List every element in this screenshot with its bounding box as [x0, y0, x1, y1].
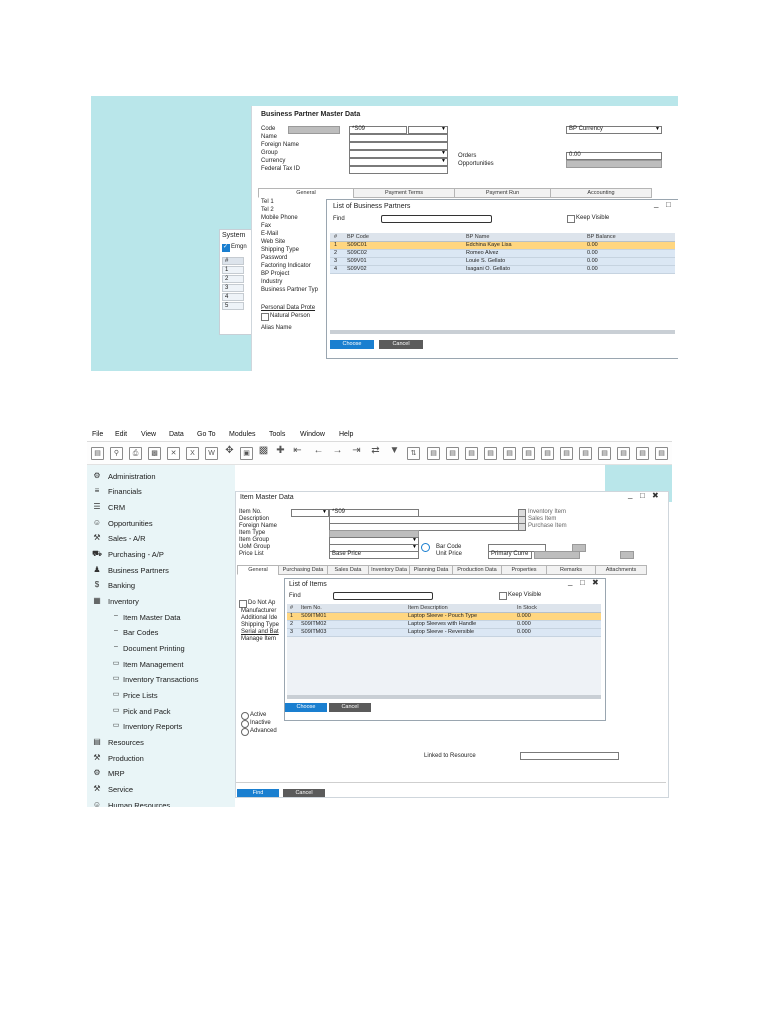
group-label: Group [261, 150, 278, 156]
name-label: Name [261, 134, 278, 140]
sidebar-item-resources[interactable]: ▤ Resources [93, 737, 144, 747]
sidebar-item-mrp[interactable]: ⚙ MRP [93, 768, 125, 778]
manufacturer-label: Manufacturer [241, 608, 277, 614]
bp-master-title: Business Partner Master Data [261, 111, 361, 118]
sidebar-item-item-master-data[interactable]: – Item Master Data [87, 611, 235, 625]
bp-keep-visible-label: Keep Visible [576, 215, 610, 221]
menu-edit[interactable]: Edit [115, 431, 128, 438]
mrp-icon: ⚙ [93, 768, 101, 777]
settings-icon[interactable]: ▤ [541, 447, 554, 460]
table-row[interactable]: 3 S09V01 Louie S. Gellato 0.00 [330, 258, 675, 266]
item-keep-visible-label: Keep Visible [508, 592, 542, 598]
item-find-label: Find [289, 593, 301, 599]
bp-list-title: List of Business Partners [333, 203, 411, 210]
tab-production-data[interactable]: Production Data [452, 565, 502, 575]
sidebar-item-opportunities[interactable]: ☺ Opportunities [92, 518, 153, 528]
divider [236, 782, 666, 783]
sales-icon: ⚒ [93, 533, 101, 542]
tel2-label: Tel 2 [261, 207, 274, 213]
crm-icon: ☰ [93, 502, 101, 511]
system-grid-row[interactable]: 1 [222, 266, 244, 274]
info-icon[interactable] [421, 543, 430, 552]
folder-icon: ▭ [112, 675, 120, 682]
tab-attachments[interactable]: Attachments [595, 565, 647, 575]
word-icon[interactable]: W [205, 447, 218, 460]
orders-label: Orders [458, 153, 477, 159]
item-list-empty-area [287, 637, 601, 695]
inventory-icon: ▦ [93, 596, 101, 605]
personal-data-label: Personal Data Prote [261, 305, 316, 311]
tab-remarks[interactable]: Remarks [546, 565, 596, 575]
advanced-radio[interactable] [241, 728, 249, 736]
sidebar-item-pick-and-pack[interactable]: ▭ Pick and Pack [112, 707, 171, 716]
item-list-header [287, 604, 601, 613]
item-series-dropdown[interactable] [291, 509, 329, 517]
item-no-label: Item No. [239, 509, 262, 515]
alias-name-label: Alias Name [261, 325, 292, 331]
opportunities-field [566, 160, 662, 168]
sidebar-item-inventory[interactable]: ▦ Inventory [93, 596, 139, 606]
system-grid-row[interactable]: 5 [222, 302, 244, 310]
first-record-icon[interactable]: ⇤ [293, 445, 302, 456]
bp-list-header [330, 233, 675, 242]
last-record-icon[interactable]: ⇥ [352, 445, 361, 456]
code-label: Code [261, 126, 276, 132]
emgn-label: Emgn [231, 244, 247, 250]
maximize-icon[interactable]: □ [666, 200, 671, 209]
price-list-field[interactable]: Base Price [329, 551, 419, 559]
form-settings-icon[interactable]: ▤ [560, 447, 573, 460]
bp-col-num: # [334, 234, 338, 240]
item-list-scrollbar[interactable] [287, 695, 601, 699]
binoculars-icon[interactable]: ▩ [258, 445, 269, 456]
code-series-field[interactable] [288, 126, 340, 134]
close-icon[interactable]: ✖ [592, 578, 599, 587]
business-partners-icon: ♟ [93, 565, 101, 574]
base-doc-icon[interactable]: ▤ [427, 447, 440, 460]
administration-icon: ⚙ [93, 471, 101, 480]
group-dropdown[interactable] [349, 150, 448, 158]
tab-accounting[interactable]: Accounting [550, 188, 652, 198]
serial-batch-label: Serial and Bat [241, 629, 279, 635]
menu-view[interactable]: View [141, 431, 157, 438]
calendar-icon[interactable]: ▤ [579, 447, 592, 460]
bp-master-screenshot [91, 96, 678, 371]
chat-icon[interactable]: ▤ [636, 447, 649, 460]
minimize-icon[interactable]: _ [628, 490, 633, 499]
banking-icon: $ [94, 580, 100, 589]
refresh-icon[interactable]: ⇄ [371, 445, 380, 456]
print-preview-icon[interactable]: ▩ [148, 447, 161, 460]
inactive-label: Inactive [250, 720, 271, 726]
menu-tools[interactable]: Tools [269, 431, 286, 438]
payment-means-icon[interactable]: ▤ [503, 447, 516, 460]
code-field[interactable]: *S09 [349, 126, 407, 134]
sidebar-item-inventory-transactions[interactable]: ▭ Inventory Transactions [112, 675, 199, 684]
bp-col-name: BP Name [466, 234, 490, 240]
mobile-phone-label: Mobile Phone [261, 215, 298, 221]
table-row[interactable]: 3 S09ITM03 Laptop Sleeve - Reversible 0.000 [287, 629, 601, 637]
dash-icon: – [114, 612, 118, 619]
minimize-icon[interactable]: _ [568, 577, 573, 586]
production-icon: ⚒ [93, 753, 101, 762]
target-doc-icon[interactable]: ▤ [446, 447, 459, 460]
name-field[interactable] [349, 134, 448, 142]
previous-record-icon[interactable]: ← [313, 445, 324, 456]
code-type-dropdown[interactable] [408, 126, 448, 134]
bar-code-button[interactable] [572, 544, 586, 552]
manage-item-label: Manage Item [241, 636, 277, 642]
industry-label: Industry [261, 279, 283, 285]
item-group-label: Item Group [239, 537, 270, 543]
minimize-icon[interactable]: _ [654, 199, 659, 208]
sidebar-item-financials[interactable]: ≡ Financials [87, 485, 235, 499]
bp-col-code: BP Code [347, 234, 369, 240]
add-record-icon[interactable]: ✚ [276, 445, 285, 456]
folder-icon: ▭ [112, 691, 120, 698]
alerts-icon[interactable]: ▤ [617, 447, 630, 460]
primary-currency-field[interactable]: Primary Curre [488, 551, 532, 559]
password-label: Password [261, 255, 288, 261]
natural-person-label: Natural Person [270, 313, 311, 319]
web-site-label: Web Site [261, 239, 286, 245]
sidebar-item-sales[interactable]: ⚒ Sales - A/R [93, 533, 146, 543]
sidebar-item-document-printing[interactable]: – Document Printing [87, 642, 235, 656]
table-row[interactable]: 2 S09C02 Romeo Alvez 0.00 [330, 250, 675, 258]
advanced-label: Advanced [250, 728, 277, 734]
table-row[interactable]: 1 S09ITM01 Laptop Sleeve - Pouch Type 0.000 [287, 613, 601, 621]
system-grid-row[interactable]: 4 [222, 293, 244, 301]
active-radio[interactable] [241, 712, 249, 720]
bp-project-label: BP Project [261, 271, 290, 277]
item-master-screenshot [87, 429, 672, 807]
gross-profit-icon[interactable]: ▤ [484, 447, 497, 460]
natural-person-checkbox[interactable] [261, 313, 269, 321]
folder-icon: ▭ [112, 660, 120, 667]
excel-icon[interactable]: X [186, 447, 199, 460]
item-col-no: Item No. [301, 605, 322, 611]
tab-general[interactable]: General [237, 565, 279, 575]
emgn-checkbox[interactable] [222, 244, 230, 252]
purchase-item-checkbox[interactable] [518, 523, 526, 531]
next-record-icon[interactable]: → [332, 445, 343, 456]
foreign-name-label: Foreign Name [261, 142, 300, 148]
linked-resource-field[interactable] [520, 752, 619, 760]
shipping-type-label: Shipping Type [261, 247, 299, 253]
item-col-stock: In Stock [517, 605, 537, 611]
dash-icon: – [114, 643, 118, 650]
bp-find-input[interactable] [381, 215, 492, 223]
purchase-item-label: Purchase Item [528, 523, 567, 529]
opportunities-icon: ☺ [92, 518, 102, 527]
additional-ident-label: Additional Ide [241, 615, 278, 621]
menu-help[interactable]: Help [339, 431, 354, 438]
bar-code-label: Bar Code [436, 544, 462, 550]
do-not-apply-label: Do Not Ap [248, 600, 276, 606]
maximize-icon[interactable]: □ [640, 491, 645, 500]
menu-window[interactable]: Window [300, 431, 325, 438]
bp-keep-visible-checkbox[interactable] [567, 215, 575, 223]
system-window-title: System [222, 232, 246, 239]
menu-file[interactable]: File [92, 431, 104, 438]
orders-field[interactable]: 0.00 [566, 152, 662, 160]
bp-list-scrollbar[interactable] [330, 330, 675, 334]
dash-icon: – [114, 627, 118, 634]
sort-icon[interactable]: ⇅ [407, 447, 420, 460]
close-icon[interactable]: ✖ [652, 491, 659, 500]
sidebar-item-crm[interactable]: ☰ CRM [93, 502, 126, 512]
tab-sales-data[interactable]: Sales Data [327, 565, 369, 575]
maximize-icon[interactable]: □ [580, 578, 585, 587]
menu-goto[interactable]: Go To [197, 431, 216, 438]
item-master-title: Item Master Data [240, 494, 294, 501]
system-grid-row[interactable]: 3 [222, 284, 244, 292]
toolbar [87, 442, 672, 465]
sales-item-label: Sales Item [528, 516, 557, 522]
bp-find-label: Find [333, 216, 345, 222]
journal-icon[interactable]: ▤ [465, 447, 478, 460]
item-col-num: # [290, 605, 294, 611]
move-icon[interactable]: ✥ [225, 445, 234, 456]
federal-tax-label: Federal Tax ID [261, 166, 300, 172]
service-icon: ⚒ [93, 784, 101, 793]
sidebar-item-production[interactable]: ⚒ Production [93, 753, 144, 763]
help-icon[interactable]: ▤ [655, 447, 668, 460]
sidebar-item-item-management[interactable]: ▭ Item Management [112, 660, 184, 669]
currency-dropdown[interactable] [349, 158, 448, 166]
choose-button[interactable]: Choose [330, 340, 374, 349]
federal-tax-field[interactable] [349, 166, 448, 174]
cancel-button[interactable]: Cancel [379, 340, 423, 349]
folder-icon: ▭ [112, 707, 120, 714]
shipping-type-label: Shipping Type [241, 622, 279, 628]
linked-resource-label: Linked to Resource [424, 753, 476, 759]
modules-sidebar [87, 465, 235, 807]
purchasing-icon: ⛟ [92, 549, 103, 558]
sidebar-item-bar-codes[interactable]: – Bar Codes [87, 626, 235, 640]
sidebar-item-human-resources[interactable]: ☺ Human Resources [92, 800, 171, 807]
unit-price-button[interactable] [620, 551, 634, 559]
tab-inventory-data[interactable]: Inventory Data [368, 565, 410, 575]
inactive-radio[interactable] [241, 720, 249, 728]
cancel-button[interactable]: Cancel [329, 703, 371, 712]
sidebar-item-banking[interactable]: $ Banking [87, 579, 235, 593]
print-icon[interactable]: ⎙ [129, 447, 142, 460]
price-list-label: Price List [239, 551, 264, 557]
new-doc-icon[interactable]: ▤ [91, 447, 104, 460]
folder-icon: ▭ [112, 722, 120, 729]
sidebar-item-inventory-reports[interactable]: ▭ Inventory Reports [112, 722, 183, 731]
menu-bar [87, 429, 672, 442]
find-button[interactable]: Find [237, 789, 279, 797]
currency-label: Currency [261, 158, 286, 164]
sidebar-item-service[interactable]: ⚒ Service [93, 784, 134, 794]
tab-payment-run[interactable]: Payment Run [454, 188, 551, 198]
unit-price-field[interactable] [534, 551, 580, 559]
table-row[interactable]: 1 S09C01 Edchina Kaye Lisa 0.00 [330, 242, 675, 250]
volume-icon[interactable]: ▤ [522, 447, 535, 460]
filter-icon[interactable]: ▼ [389, 445, 400, 456]
messages-icon[interactable]: ▤ [598, 447, 611, 460]
tab-planning-data[interactable]: Planning Data [409, 565, 453, 575]
bp-type-label: Business Partner Typ [261, 287, 318, 293]
tab-properties[interactable]: Properties [501, 565, 547, 575]
bp-currency-dropdown[interactable]: BP Currency ▼ [566, 126, 662, 134]
item-keep-visible-checkbox[interactable] [499, 592, 507, 600]
close-doc-icon[interactable]: ✕ [167, 447, 180, 460]
item-no-field[interactable]: *S09 [329, 509, 419, 517]
inventory-item-label: Inventory Item [528, 509, 567, 515]
system-grid-row[interactable]: 2 [222, 275, 244, 283]
foreign-name-label: Foreign Name [239, 523, 278, 529]
sidebar-item-price-lists[interactable]: ▭ Price Lists [112, 691, 158, 700]
do-not-apply-checkbox[interactable] [239, 600, 247, 608]
choose-button[interactable]: Choose [285, 703, 327, 712]
item-find-input[interactable] [333, 592, 433, 600]
lock-icon[interactable]: ▣ [240, 447, 253, 460]
menu-modules[interactable]: Modules [229, 431, 256, 438]
menu-data[interactable]: Data [169, 431, 184, 438]
tab-purchasing-data[interactable]: Purchasing Data [278, 565, 328, 575]
resources-icon: ▤ [93, 737, 101, 746]
search-doc-icon[interactable]: ⚲ [110, 447, 123, 460]
fax-label: Fax [261, 223, 272, 229]
tel1-label: Tel 1 [261, 199, 274, 205]
bp-col-balance: BP Balance [587, 234, 616, 240]
system-grid-header: # [222, 257, 244, 265]
item-list-title: List of Items [289, 581, 327, 588]
sidebar-item-business-partners[interactable]: ♟ Business Partners [93, 565, 169, 575]
tab-general[interactable]: General [258, 188, 354, 198]
factoring-label: Factoring Indicator [261, 263, 311, 269]
uom-group-label: UoM Group [239, 544, 271, 550]
item-list-window [284, 578, 606, 721]
active-label: Active [250, 712, 267, 718]
email-label: E-Mail [261, 231, 279, 237]
sidebar-item-purchasing[interactable]: ⛟ Purchasing - A/P [92, 549, 164, 559]
item-type-label: Item Type [239, 530, 266, 536]
table-row[interactable]: 4 S09V02 Isagani O. Gellato 0.00 [330, 266, 675, 274]
table-row[interactable]: 2 S09ITM02 Laptop Sleeves with Handle 0.000 [287, 621, 601, 629]
sidebar-item-administration[interactable]: ⚙ Administration [93, 471, 156, 481]
unit-price-label: Unit Price [436, 551, 463, 557]
foreign-name-field[interactable] [349, 142, 448, 150]
item-col-desc: Item Description [408, 605, 448, 611]
tab-payment-terms[interactable]: Payment Terms [353, 188, 455, 198]
bp-list-window [326, 199, 678, 359]
human-resources-icon: ☺ [92, 800, 102, 807]
opportunities-label: Opportunities [458, 161, 494, 167]
financials-icon: ≡ [94, 486, 100, 495]
description-label: Description [239, 516, 270, 522]
cancel-button[interactable]: Cancel [283, 789, 325, 797]
